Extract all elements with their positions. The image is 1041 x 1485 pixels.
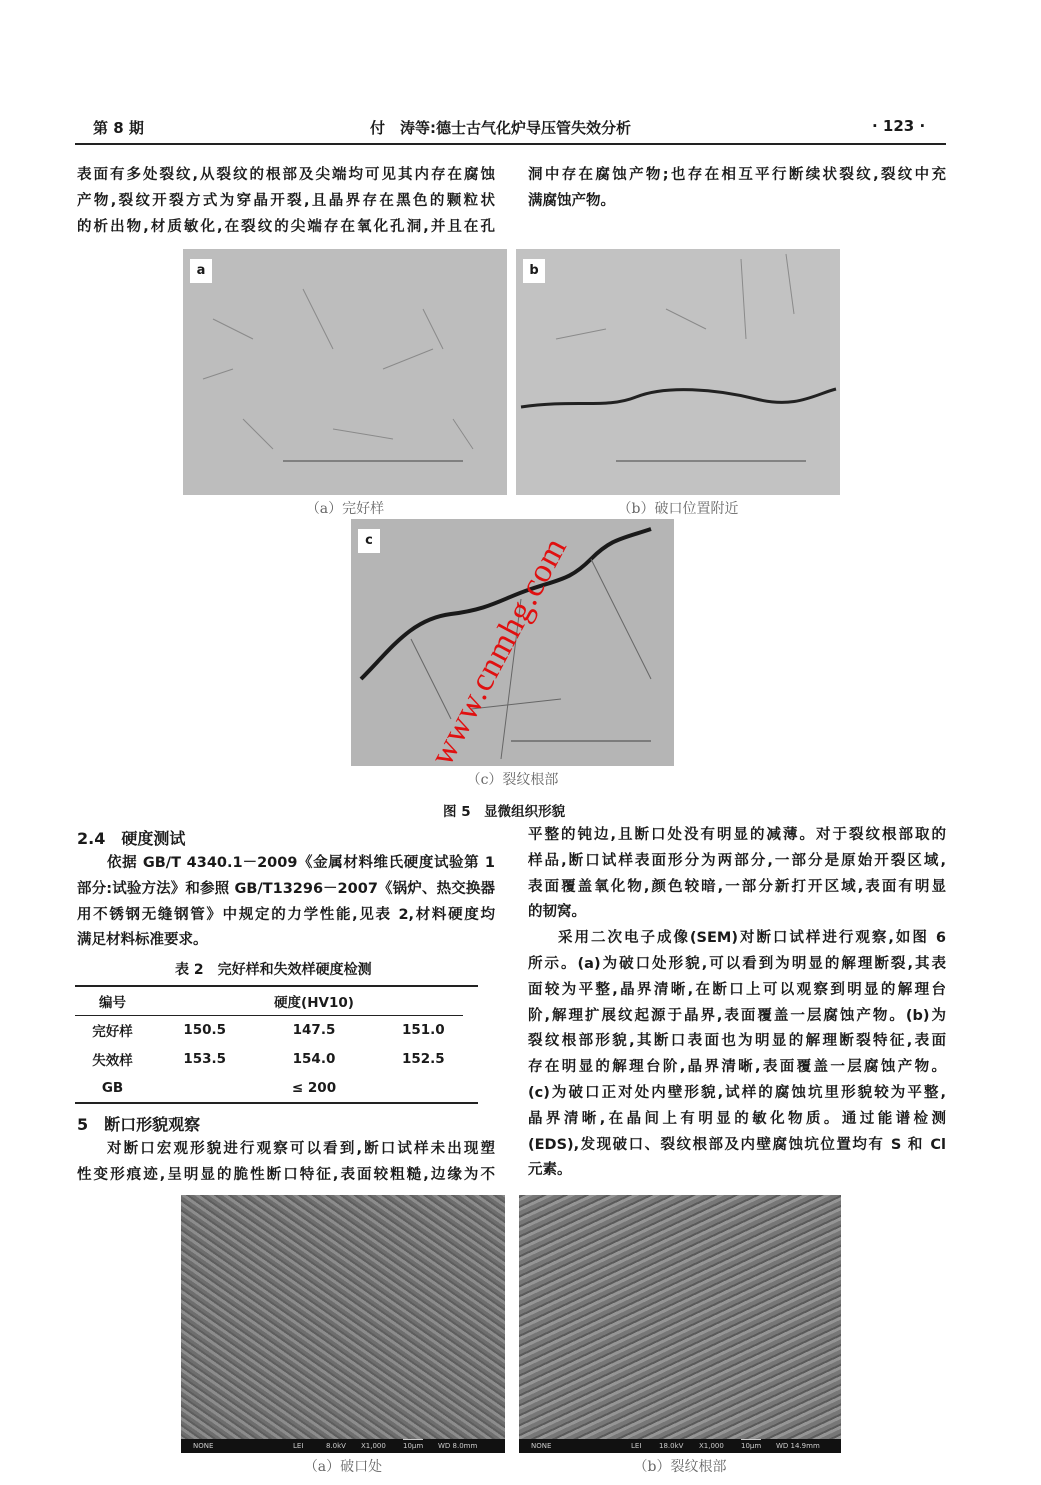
figure-caption: （a）破口处 <box>303 1459 383 1475</box>
text-line: 性变形痕迹,呈明显的脆性断口特征,表面较粗糙,边缘为不 <box>77 1166 495 1183</box>
sem-label: WD 8.0mm <box>438 1442 478 1450</box>
table-title: 表 2 完好样和失效样硬度检测 <box>175 962 372 978</box>
text-line: 依据 GB/T 4340.1－2009《金属材料维氏硬度试验第 1 <box>107 855 495 871</box>
sem-label: 18.0kV <box>659 1442 684 1450</box>
scale-bar: 10μm <box>403 1439 423 1452</box>
row-label: GB <box>101 1079 124 1096</box>
sem-image-b <box>519 1195 841 1453</box>
text-line: 元素。 <box>528 1162 572 1179</box>
text-line: 用不锈钢无缝钢管》中规定的力学性能,见表 2,材料硬度均 <box>77 906 495 923</box>
text-line: 产物,裂纹开裂方式为穿晶开裂,且晶界存在黑色的颗粒状 <box>77 192 495 209</box>
sem-label: LEI <box>293 1442 304 1450</box>
text-line: 满腐蚀产物。 <box>528 192 615 209</box>
micrograph-a <box>183 249 507 495</box>
text-line: 存在明显的解理台阶,晶界清晰,表面覆盖一层腐蚀产物。 <box>528 1059 946 1076</box>
text-line: 采用二次电子成像(SEM)对断口试样进行观察,如图 6 <box>558 930 946 947</box>
micrograph-b <box>516 249 840 495</box>
row-label: 失效样 <box>92 1052 133 1069</box>
text-line: 部分:试验方法》和参照 GB/T13296－2007《锅炉、热交换器 <box>77 880 495 897</box>
text-line: (c)为破口正对处内壁形貌,试样的腐蚀坑里形貌较为平整, <box>528 1084 946 1101</box>
sem-info-bar <box>181 1439 505 1453</box>
text-line: 满足材料标准要求。 <box>77 932 208 949</box>
panel-label: c <box>358 529 380 553</box>
sem-label: NONE <box>193 1442 214 1450</box>
cell: 153.5 <box>183 1050 227 1067</box>
figure-caption: （b）裂纹根部 <box>633 1459 727 1475</box>
sem-label: X1,000 <box>699 1442 724 1450</box>
text-line: 面较为平整,晶界清晰,在断口上可以观察到明显的解理台 <box>528 981 946 998</box>
cell: 152.5 <box>401 1050 445 1067</box>
text-line: 表面覆盖氧化物,颜色较暗,一部分新打开区域,表面有明显 <box>528 878 946 895</box>
text-line: 样品,断口试样表面形分为两部分,一部分是原始开裂区域, <box>528 852 946 869</box>
text-line: 平整的钝边,且断口处没有明显的减薄。对于裂纹根部取的 <box>528 827 946 843</box>
section-heading: 2.4 硬度测试 <box>77 829 186 848</box>
row-label: 完好样 <box>92 1023 133 1040</box>
sem-label: X1,000 <box>361 1442 386 1450</box>
text-line: 的韧窝。 <box>528 904 586 921</box>
top-right-text <box>528 163 946 215</box>
section-5-text <box>77 1137 495 1189</box>
figure-caption: （a）完好样 <box>305 501 385 517</box>
text-line: 的析出物,材质敏化,在裂纹的尖端存在氧化孔洞,并且在孔 <box>77 218 495 235</box>
sem-label: WD 14.9mm <box>776 1442 820 1450</box>
header-cell: 硬度(HV10) <box>274 994 354 1011</box>
figure-caption: （b）破口位置附近 <box>617 501 739 517</box>
figure-caption: （c）裂纹根部 <box>466 772 559 788</box>
sem-image-a <box>181 1195 505 1453</box>
text-line: 阶,解理扩展纹起源于晶界,表面覆盖一层腐蚀产物。(b)为 <box>528 1007 946 1024</box>
journal-issue: 第 8 期 <box>93 119 144 137</box>
table-row <box>75 1044 478 1073</box>
table-bottom-rule <box>75 1102 478 1104</box>
text-line: (EDS),发现破口、裂纹根部及内壁腐蚀坑位置均有 S 和 Cl <box>528 1136 946 1153</box>
text-line: 表面有多处裂纹,从裂纹的根部及尖端均可见其内存在腐蚀 <box>77 167 495 183</box>
text-line: 晶界清晰,在晶间上有明显的敏化物质。通过能谱检测 <box>528 1110 946 1127</box>
page-number: · 123 · <box>872 117 926 135</box>
section-heading: 5 断口形貌观察 <box>77 1115 201 1134</box>
scale-bar: 10μm <box>741 1439 761 1452</box>
sem-label: NONE <box>531 1442 552 1450</box>
text-line: 裂纹根部形貌,其断口表面也为明显的解理断裂特征,表面 <box>528 1033 946 1050</box>
text-line: 对断口宏观形貌进行观察可以看到,断口试样未出现塑 <box>107 1141 495 1157</box>
sem-label: LEI <box>631 1442 642 1450</box>
watermark: www.cnmhg.com <box>423 531 575 772</box>
top-left-text <box>77 163 495 240</box>
panel-label: a <box>190 259 212 283</box>
table-row <box>75 1073 478 1102</box>
sem-info-bar <box>519 1439 841 1453</box>
table-row <box>75 1015 478 1044</box>
header-cell: 编号 <box>99 994 126 1011</box>
right-column-text <box>528 823 946 1184</box>
text-line: 所示。(a)为破口处形貌,可以看到为明显的解理断裂,其表 <box>528 955 946 972</box>
text-line: 洞中存在腐蚀产物;也存在相互平行断续状裂纹,裂纹中充 <box>528 167 946 183</box>
header-rule <box>75 143 946 145</box>
table-header-row <box>75 986 478 1015</box>
section-2-4-text <box>77 851 495 954</box>
figure-title: 图 5 显微组织形貌 <box>443 804 566 820</box>
running-title: 付 涛等:德士古气化炉导压管失效分析 <box>370 119 632 137</box>
cell: 154.0 <box>292 1050 336 1067</box>
cell: 150.5 <box>183 1021 227 1038</box>
sem-label: 8.0kV <box>326 1442 346 1450</box>
cell: ≤ 200 <box>291 1079 337 1096</box>
hardness-table <box>75 986 478 1102</box>
cell: 151.0 <box>401 1021 445 1038</box>
cell: 147.5 <box>292 1021 336 1038</box>
panel-label: b <box>523 259 545 283</box>
